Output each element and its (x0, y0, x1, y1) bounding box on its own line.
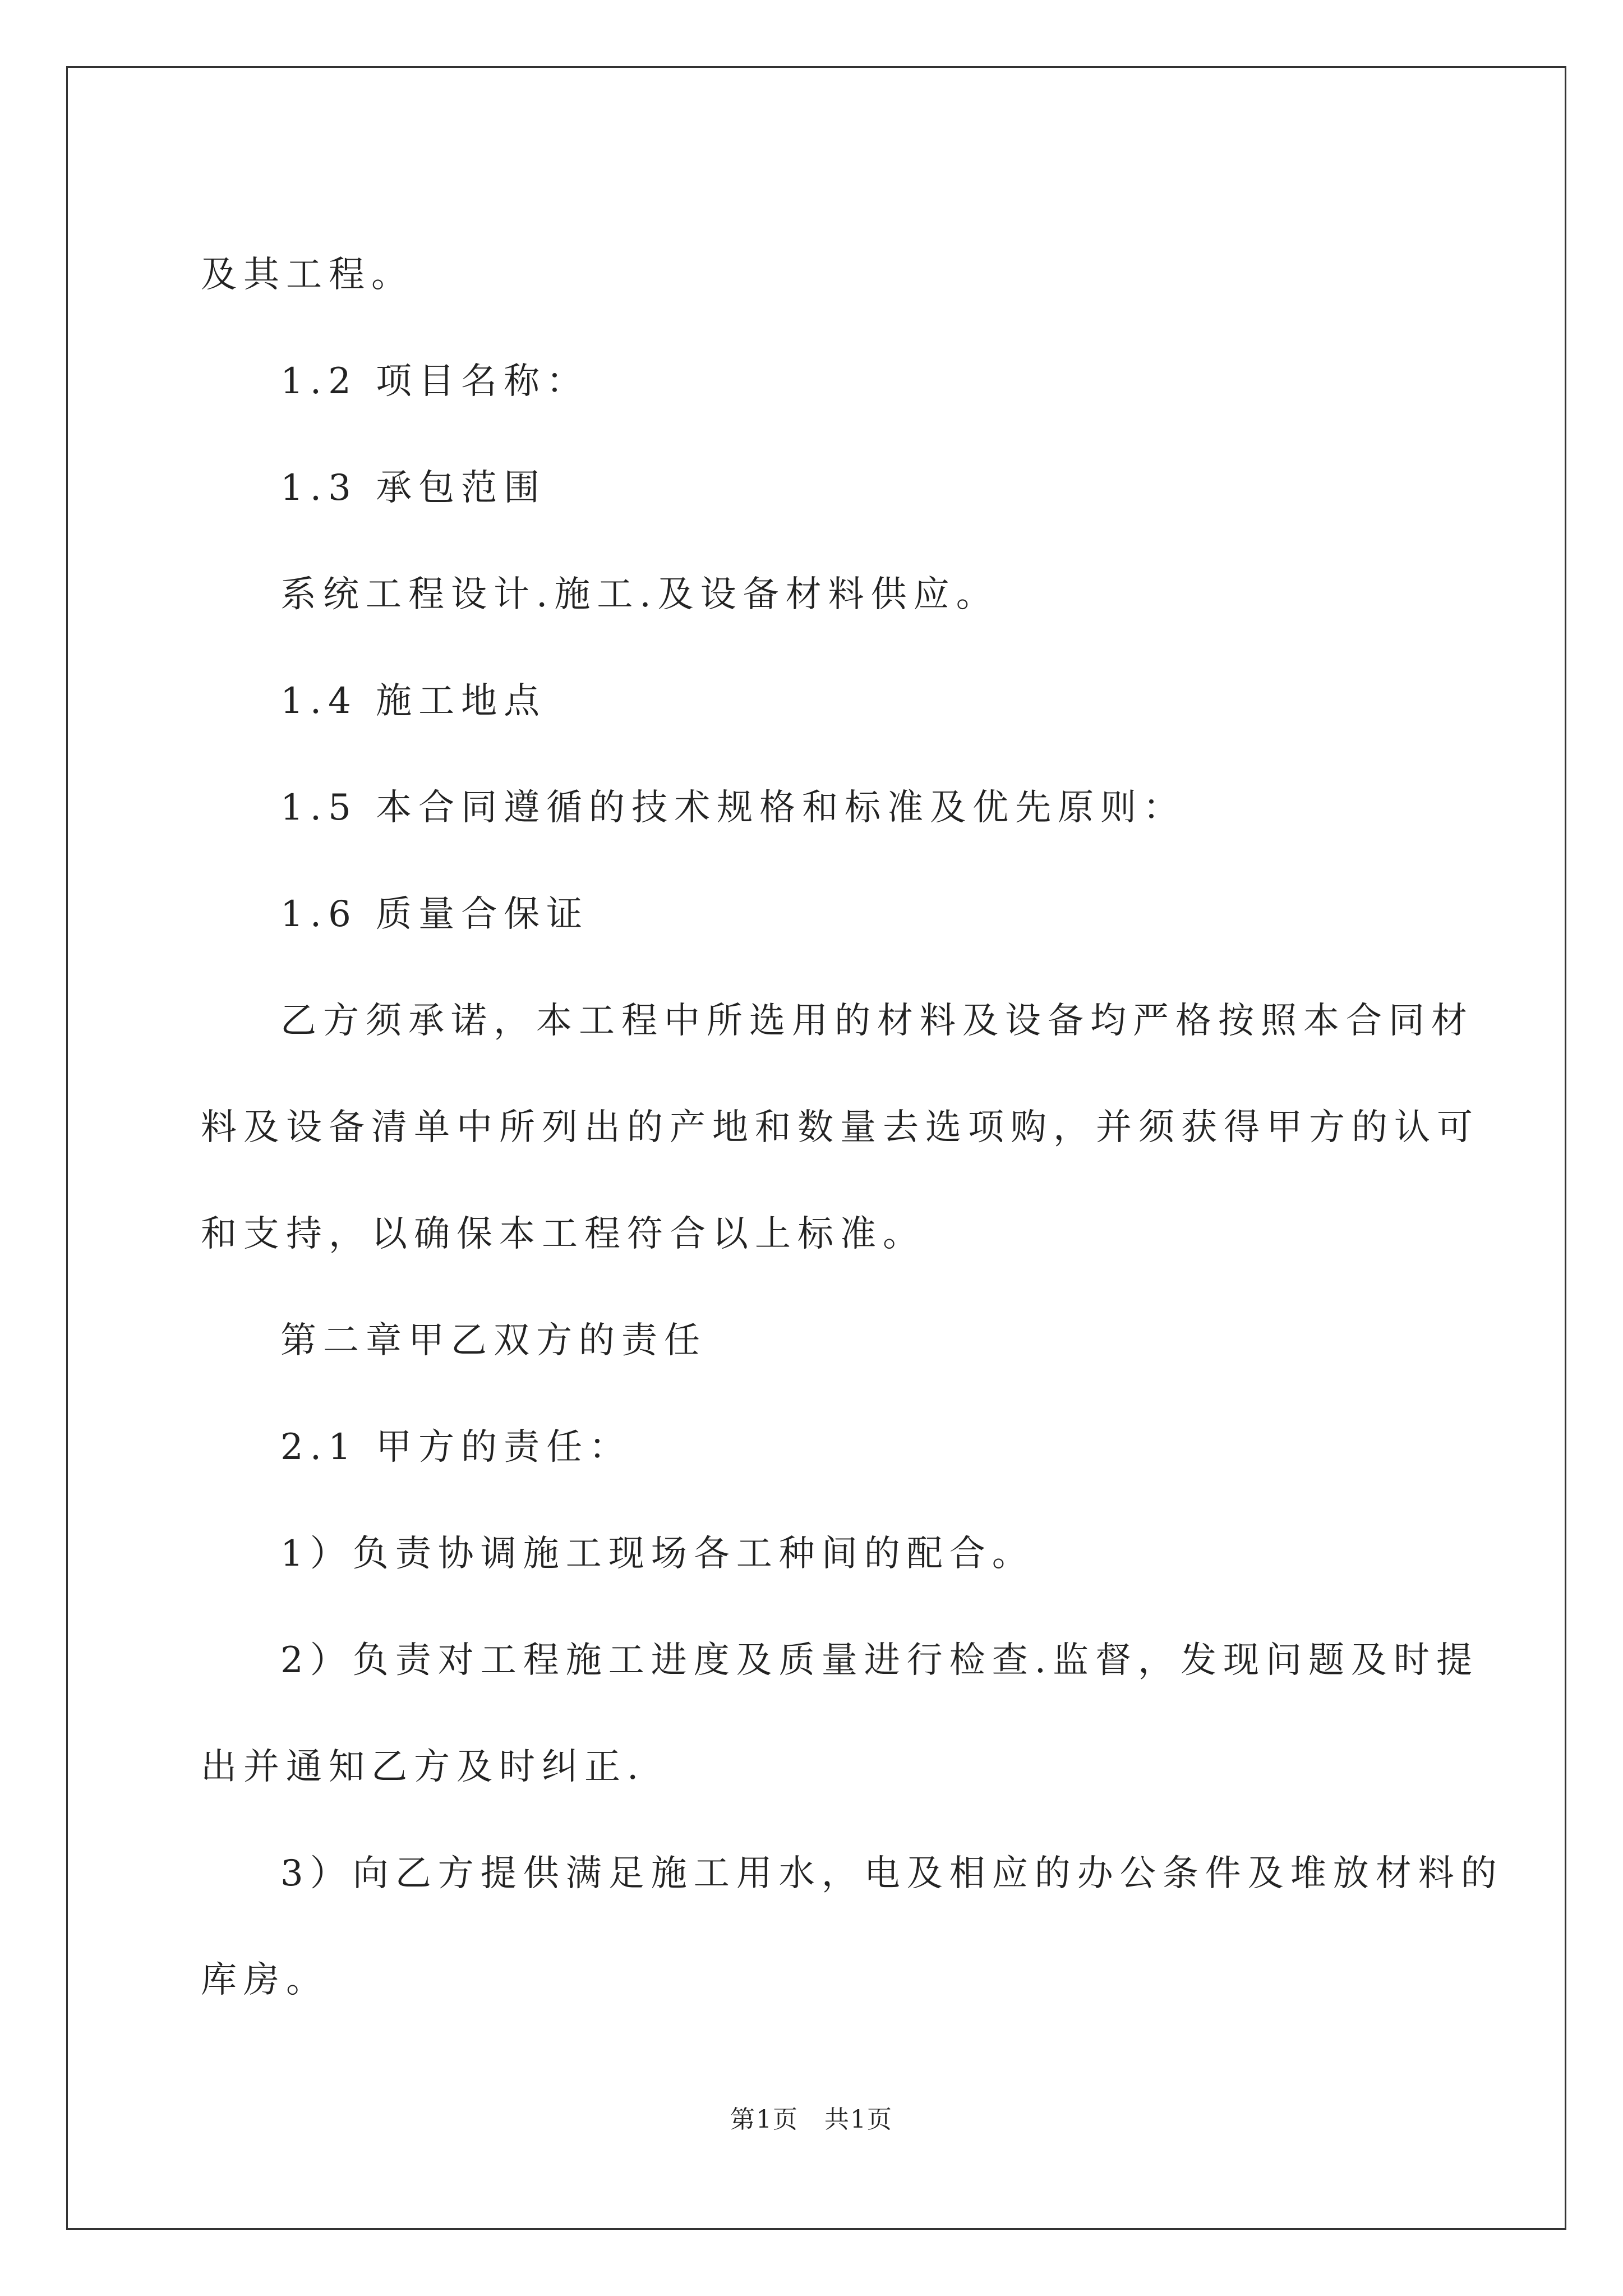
paragraph-15: 出并通知乙方及时纠正. (201, 1746, 645, 1788)
paragraph-5: 1.4 施工地点 (280, 680, 547, 722)
paragraph-17: 库房。 (201, 1959, 329, 2001)
paragraph-6: 1.5 本合同遵循的技术规格和标准及优先原则： (280, 787, 1186, 829)
paragraph-7: 1.6 质量合保证 (280, 894, 589, 935)
paragraph-4: 系统工程设计.施工.及设备材料供应。 (280, 574, 999, 615)
paragraph-13: 1）负责协调施工现场各工种间的配合。 (280, 1533, 1035, 1575)
document-body (201, 222, 1504, 2033)
paragraph-10: 和支持，以确保本工程符合以上标准。 (201, 1213, 925, 1255)
paragraph-1: 及其工程。 (201, 254, 414, 296)
paragraph-12: 2.1 甲方的责任： (280, 1427, 632, 1468)
paragraph-16: 3）向乙方提供满足施工用水，电及相应的办公条件及堆放材料的 (280, 1853, 1504, 1894)
paragraph-8: 乙方须承诺，本工程中所选用的材料及设备均严格按照本合同材 (280, 1000, 1474, 1042)
paragraph-14: 2）负责对工程施工进度及质量进行检查.监督，发现问题及时提 (280, 1640, 1479, 1681)
page-footer: 第1页 共1页 (730, 2105, 893, 2134)
paragraph-3: 1.3 承包范围 (280, 467, 547, 509)
paragraph-2: 1.2 项目名称： (280, 361, 589, 402)
paragraph-11: 第二章甲乙双方的责任 (280, 1320, 707, 1361)
paragraph-9: 料及设备清单中所列出的产地和数量去选项购，并须获得甲方的认可 (201, 1107, 1479, 1148)
